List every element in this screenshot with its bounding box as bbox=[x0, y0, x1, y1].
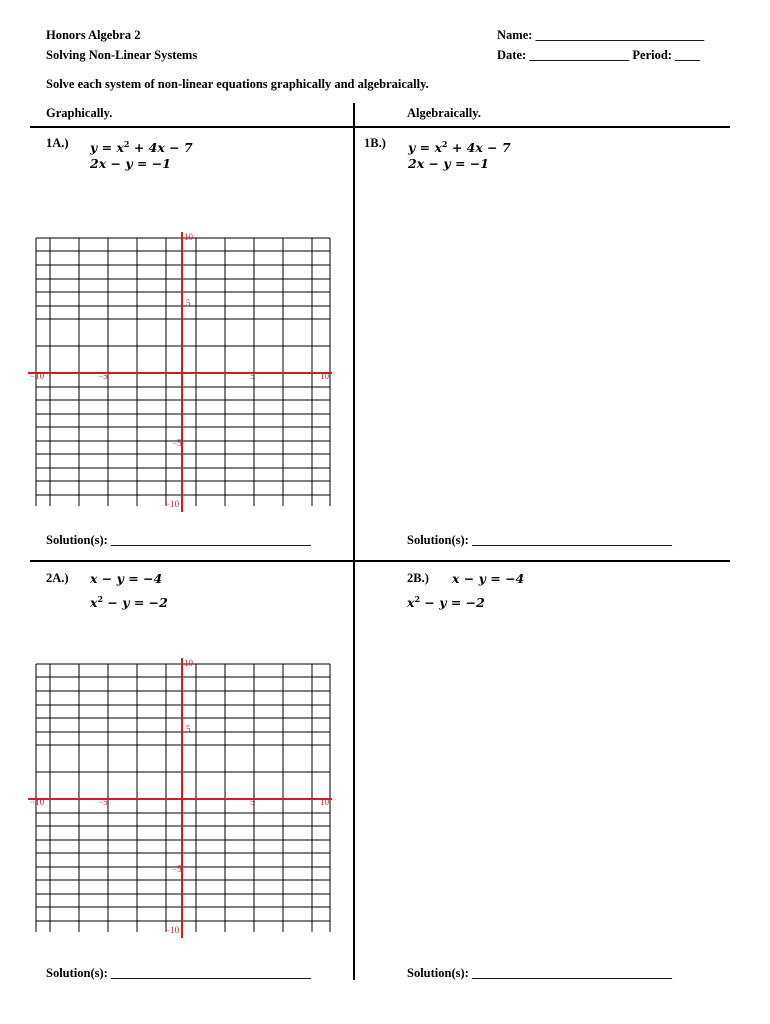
y-tick-label: −10 bbox=[165, 499, 180, 509]
coordinate-grid-2[interactable] bbox=[28, 654, 338, 944]
date-period-field[interactable]: Date: ________________ Period: ____ bbox=[497, 48, 701, 62]
problem-1a-eq1: $y = x^2 + 4x - 7$ bbox=[90, 139, 193, 155]
x-tick-label: −10 bbox=[30, 797, 45, 807]
top-divider bbox=[30, 126, 730, 128]
solution-1b[interactable]: Solution(s): ________________________________ bbox=[407, 533, 672, 547]
column-header-algebraically: Algebraically. bbox=[407, 106, 481, 120]
problem-2b-label: 2B.) bbox=[407, 571, 429, 585]
y-tick-label: 10 bbox=[184, 232, 193, 242]
problem-2b-eq2: $x^2 - y = -2$ bbox=[407, 594, 485, 610]
problem-1a-eq2: 2x − y = −1 bbox=[90, 156, 171, 171]
column-header-graphically: Graphically. bbox=[46, 106, 113, 120]
y-tick-label: −5 bbox=[172, 864, 182, 874]
problem-1a-label: 1A.) bbox=[46, 136, 69, 150]
coordinate-grid-1[interactable] bbox=[28, 228, 338, 518]
y-tick-label: 5 bbox=[186, 298, 191, 308]
problem-1b-eq1: $y = x^2 + 4x - 7$ bbox=[408, 139, 511, 155]
solution-2b[interactable]: Solution(s): ________________________________ bbox=[407, 966, 672, 980]
y-tick-label: −10 bbox=[165, 925, 180, 935]
x-tick-label: −10 bbox=[30, 371, 45, 381]
y-tick-label: −5 bbox=[172, 438, 182, 448]
problem-1b-eq2: 2x − y = −1 bbox=[408, 156, 489, 171]
x-tick-label: 5 bbox=[250, 797, 255, 807]
solution-2a[interactable]: Solution(s): ________________________________ bbox=[46, 966, 311, 980]
x-tick-label: 10 bbox=[320, 371, 329, 381]
y-tick-label: 10 bbox=[184, 658, 193, 668]
problem-2a-eq1: x − y = −4 bbox=[90, 571, 163, 586]
x-tick-label: −5 bbox=[98, 371, 108, 381]
y-tick-label: 5 bbox=[186, 724, 191, 734]
problem-2a-label: 2A.) bbox=[46, 571, 69, 585]
problem-2a-eq2: $x^2 - y = -2$ bbox=[90, 594, 168, 610]
x-tick-label: −5 bbox=[98, 797, 108, 807]
problem-1b-label: 1B.) bbox=[364, 136, 386, 150]
center-divider bbox=[353, 103, 355, 980]
name-field[interactable]: Name: ___________________________ bbox=[497, 28, 705, 42]
unit-title: Solving Non-Linear Systems bbox=[46, 48, 198, 62]
solution-1a[interactable]: Solution(s): ________________________________ bbox=[46, 533, 311, 547]
x-tick-label: 10 bbox=[320, 797, 329, 807]
course-title: Honors Algebra 2 bbox=[46, 28, 141, 42]
middle-divider bbox=[30, 560, 730, 562]
problem-2b-eq1: x − y = −4 bbox=[452, 571, 525, 586]
instructions: Solve each system of non-linear equations graphically and algebraically. bbox=[46, 77, 429, 91]
x-tick-label: 5 bbox=[250, 371, 255, 381]
